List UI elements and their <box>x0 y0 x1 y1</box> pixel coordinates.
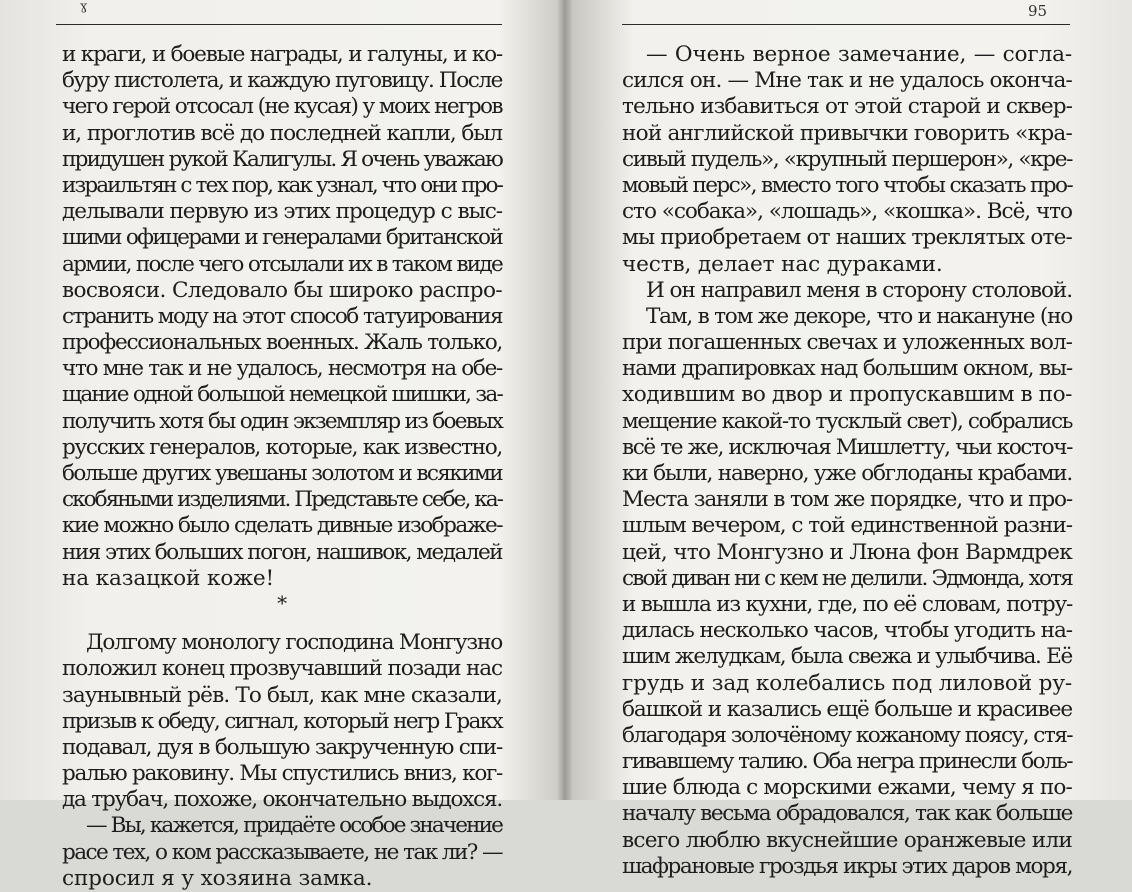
text-line: — Вы, кажется, придаёте особое значение <box>86 813 502 839</box>
text-line: и, проглотив всё до последней капли, был <box>62 120 502 146</box>
text-line: шафрановые гроздья икры этих даров моря, <box>622 853 1072 879</box>
text-line: русских генералов, которые, как известно, <box>62 434 502 460</box>
text-line: Там, в том же декоре, что и накануне (но <box>646 303 1072 329</box>
text-line: башкой и казались ещё больше и красивее <box>622 696 1072 722</box>
text-line: тельно избавиться от этой старой и сквер- <box>622 94 1072 120</box>
text-line: профессиональных военных. Жаль только, <box>62 330 502 356</box>
text-line: шим желудкам, была свежа и улыбчива. Её <box>622 644 1072 670</box>
text-line: восвояси. Следовало бы широко распро- <box>62 277 502 303</box>
text-line: положил конец прозвучавший позади нас <box>62 656 502 682</box>
text-line: призыв к обеду, сигнал, который негр Гракх <box>62 708 502 734</box>
text-line: шие блюда с морскими ежами, чему я по- <box>622 775 1072 801</box>
text-line: и вышла из кухни, где, по её словам, потру- <box>622 591 1072 617</box>
text-line: благодаря золочёному кожаному поясу, стя- <box>622 722 1072 748</box>
text-line: сился он. — Мне так и не удалось оконча- <box>622 68 1072 94</box>
text-line: сто «собака», «лошадь», «кошка». Всё, что <box>622 199 1072 225</box>
text-line: чего герой отсосал (не кусая) у моих негров <box>62 94 502 120</box>
text-line: всего люблю вкуснейшие оранжевые или <box>622 827 1072 853</box>
text-line: заунывный рёв. То был, как мне сказали, <box>62 682 502 708</box>
text-line: ходившим во двор и пропускавшим в по- <box>622 382 1072 408</box>
text-line: Долгому монологу господина Монгузно <box>86 630 502 656</box>
text-line: при погашенных свечах и уложенных вол- <box>622 330 1072 356</box>
text-line: грудь и зад колебались под лиловой ру- <box>622 670 1072 696</box>
text-line: ралью раковину. Мы спустились вниз, ког- <box>62 761 502 787</box>
text-line: что мне так и не удалось, несмотря на обе- <box>62 356 502 382</box>
text-line: скобяными изделиями. Представьте себе, ка- <box>62 487 502 513</box>
text-line: всё те же, исключая Мишлетту, чьи косточ- <box>622 434 1072 460</box>
text-line: ния этих больших погон, нашивок, медалей <box>62 539 502 565</box>
left-page-text <box>62 42 502 892</box>
text-line: дилась несколько часов, чтобы угодить на- <box>622 618 1072 644</box>
text-line: странить моду на этот способ татуирования <box>62 303 502 329</box>
section-separator: * <box>277 590 287 615</box>
text-line: придушен рукой Калигулы. Я очень уважаю <box>62 146 502 172</box>
text-line: и краги, и боевые награды, и галуны, и ко- <box>62 42 502 67</box>
text-line: началу весьма обрадовался, так как больше <box>622 801 1072 827</box>
spacer <box>62 618 502 630</box>
page-number: 95 <box>1028 2 1048 20</box>
text-line: свой диван ни с кем не делили. Эдмонда, хотя <box>622 565 1072 591</box>
text-line: расе тех, о ком рассказываете, не так ли? — <box>62 839 502 865</box>
text-line: да трубач, похоже, окончательно выдохся. <box>62 787 502 813</box>
right-page-text <box>622 42 1072 880</box>
text-line: честв, делает нас дураками. <box>622 251 943 277</box>
text-line: буру пистолета, и каждую пуговицу. После <box>62 68 502 94</box>
text-line: делывали первую из этих процедур с выс- <box>62 199 502 225</box>
text-line: И он направил меня в сторону столовой. <box>646 277 1072 303</box>
header-rule <box>56 24 502 25</box>
text-line: щание одной большой немецкой шишки, за- <box>62 382 502 408</box>
text-line: подавал, дуя в большую закрученную спи- <box>62 734 502 760</box>
text-line: армии, после чего отсылали их в таком виде <box>62 251 502 277</box>
text-line: израильтян с тех пор, как узнал, что они про- <box>62 172 502 198</box>
left-page <box>0 0 560 891</box>
text-line: получить хотя бы один экземпляр из боевых <box>62 408 502 434</box>
running-head-fragment: ɣ <box>80 0 88 13</box>
text-line: шлым вечером, с той единственной разни- <box>622 513 1072 539</box>
text-line: на казацкой коже! <box>62 565 275 591</box>
text-line: больше других увешаны золотом и всякими <box>62 461 502 486</box>
text-line: кие можно было сделать дивные изображе- <box>62 513 502 539</box>
text-line: ной английской привычки говорить «кра- <box>622 120 1072 146</box>
text-line: спросил я у хозяина замка. <box>62 865 373 891</box>
text-line: мовый перс», вместо того чтобы сказать про- <box>622 172 1072 198</box>
text-line: гивавшему талию. Оба негра принесли боль- <box>622 749 1072 775</box>
text-line: сивый пудель», «крупный першерон», «кре- <box>622 146 1072 172</box>
text-line: шими офицерами и генералами британской <box>62 225 502 251</box>
header-rule <box>622 24 1070 25</box>
text-line: мещение какой-то тусклый свет), собрались <box>622 408 1072 434</box>
text-line: мы приобретаем от наших треклятых оте- <box>622 225 1072 251</box>
text-line: — Очень верное замечание, — согла- <box>646 42 1072 67</box>
right-page <box>566 0 1132 879</box>
text-line: Места заняли в том же порядке, что и про- <box>622 487 1072 513</box>
text-line: нами драпировках над большим окном, вы- <box>622 356 1072 382</box>
text-line: ки были, наверно, уже обглоданы крабами. <box>622 461 1072 486</box>
text-line: цей, что Монгузно и Люна фон Вармдрек <box>622 539 1072 565</box>
